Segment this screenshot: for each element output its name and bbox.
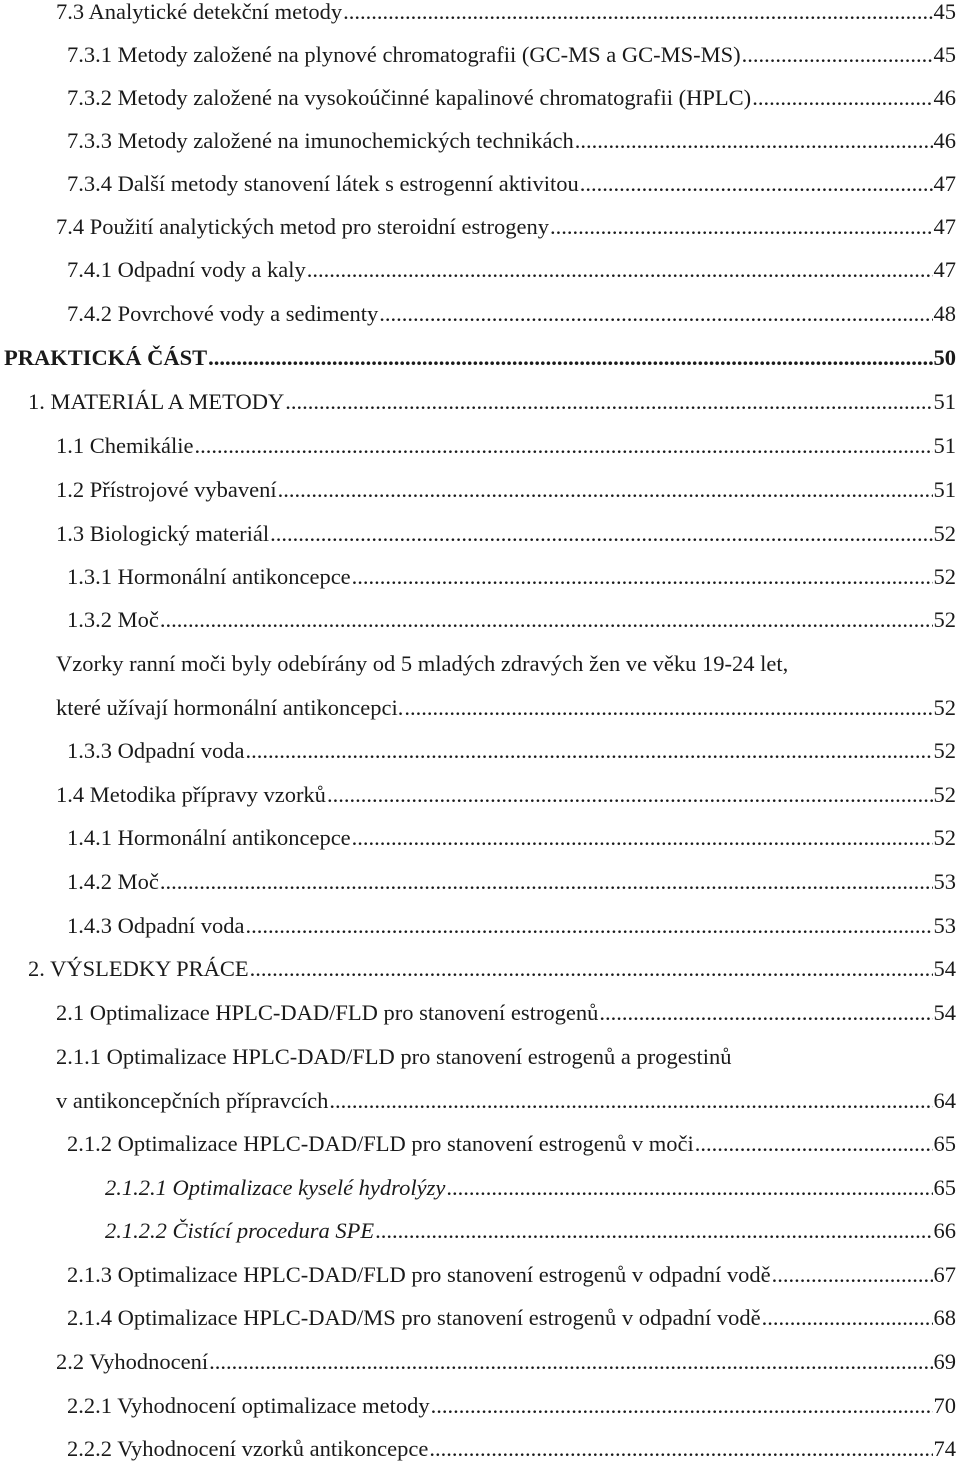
toc-entry-page: 74 bbox=[933, 1436, 956, 1461]
toc-entry-label: 2.2.2 Vyhodnocení vzorků antikoncepce bbox=[67, 1436, 429, 1461]
leader-dots bbox=[752, 78, 932, 118]
toc-entry-page: 70 bbox=[933, 1393, 956, 1418]
toc-entry-label: PRAKTICKÁ ČÁST bbox=[4, 345, 208, 370]
toc-entry[interactable] bbox=[0, 1429, 960, 1469]
toc-entry[interactable] bbox=[0, 514, 960, 554]
leader-dots bbox=[278, 470, 933, 510]
toc-entry-label: 2.1.2.2 Čistící procedura SPE bbox=[105, 1218, 375, 1243]
toc-entry[interactable] bbox=[0, 818, 960, 858]
toc-entry[interactable] bbox=[0, 906, 960, 946]
toc-entry-page: 52 bbox=[933, 607, 956, 632]
toc-entry-page: 52 bbox=[933, 825, 956, 850]
toc-entry-label: 1. MATERIÁL A METODY bbox=[28, 389, 285, 414]
toc-entry-label: 2.1.2.1 Optimalizace kyselé hydrolýzy bbox=[105, 1175, 446, 1200]
toc-entry[interactable] bbox=[0, 294, 960, 334]
toc-entry-label: 7.4 Použití analytických metod pro steroidní estrogeny bbox=[56, 214, 550, 239]
toc-entry[interactable] bbox=[0, 688, 960, 728]
leader-dots bbox=[695, 1124, 933, 1164]
toc-entry-label: 1.2 Přístrojové vybavení bbox=[56, 477, 277, 502]
toc-entry-page: 50 bbox=[933, 345, 956, 370]
leader-dots bbox=[446, 1168, 932, 1208]
toc-entry-page: 66 bbox=[933, 1218, 956, 1243]
toc-entry-label: 2.1.2 Optimalizace HPLC-DAD/FLD pro stanovení estrogenů v moči bbox=[67, 1131, 694, 1156]
leader-dots bbox=[742, 35, 933, 75]
toc-entry-page: 48 bbox=[933, 301, 956, 326]
toc-entry-wrapped-line[interactable] bbox=[0, 644, 960, 684]
toc-entry[interactable] bbox=[0, 1081, 960, 1121]
leader-dots bbox=[575, 121, 933, 161]
toc-entry-page: 51 bbox=[933, 389, 956, 414]
toc-entry-label: 7.4.1 Odpadní vody a kaly bbox=[67, 257, 306, 282]
leader-dots bbox=[599, 993, 932, 1033]
toc-entry-page: 47 bbox=[933, 257, 956, 282]
toc-entry-page: 45 bbox=[933, 42, 956, 67]
leader-dots bbox=[160, 862, 933, 902]
leader-dots bbox=[352, 818, 933, 858]
leader-dots bbox=[245, 906, 932, 946]
toc-entry[interactable] bbox=[0, 862, 960, 902]
leader-dots bbox=[762, 1298, 933, 1338]
toc-entry[interactable] bbox=[0, 470, 960, 510]
toc-entry-page: 54 bbox=[933, 1000, 956, 1025]
toc-entry[interactable] bbox=[0, 731, 960, 771]
toc-entry-page: 45 bbox=[933, 0, 956, 24]
toc-entry-label: 2. VÝSLEDKY PRÁCE bbox=[28, 956, 249, 981]
toc-entry[interactable] bbox=[0, 382, 960, 422]
toc-entry-page: 52 bbox=[933, 521, 956, 546]
toc-entry[interactable] bbox=[0, 250, 960, 290]
leader-dots bbox=[772, 1255, 933, 1295]
toc-entry-label: 2.1 Optimalizace HPLC-DAD/FLD pro stanovení estrogenů bbox=[56, 1000, 599, 1025]
toc-entry-label: 1.4.2 Moč bbox=[67, 869, 159, 894]
toc-entry-label: 1.4.3 Odpadní voda bbox=[67, 913, 245, 938]
toc-entry-label: v antikoncepčních přípravcích bbox=[56, 1088, 329, 1113]
toc-entry-page: 65 bbox=[933, 1131, 956, 1156]
toc-entry-label: 2.2 Vyhodnocení bbox=[56, 1349, 209, 1374]
toc-entry-label: 1.3 Biologický materiál bbox=[56, 521, 270, 546]
toc-entry-page: 47 bbox=[933, 171, 956, 196]
toc-entry-label: 1.3.1 Hormonální antikoncepce bbox=[67, 564, 351, 589]
toc-entry[interactable] bbox=[0, 1298, 960, 1338]
toc-entry-label: 7.3.3 Metody založené na imunochemických technikách bbox=[67, 128, 574, 153]
toc-entry-page: 69 bbox=[933, 1349, 956, 1374]
leader-dots bbox=[160, 600, 933, 640]
toc-entry-label: 1.1 Chemikálie bbox=[56, 433, 194, 458]
toc-entry[interactable] bbox=[0, 35, 960, 75]
toc-entry[interactable] bbox=[0, 207, 960, 247]
leader-dots bbox=[404, 688, 932, 728]
toc-entry[interactable] bbox=[0, 1255, 960, 1295]
toc-entry-label: 1.4 Metodika přípravy vzorků bbox=[56, 782, 326, 807]
toc-entry-page: 68 bbox=[933, 1305, 956, 1330]
leader-dots bbox=[343, 0, 932, 32]
toc-entry-label: 2.2.1 Vyhodnocení optimalizace metody bbox=[67, 1393, 430, 1418]
toc-entry[interactable] bbox=[0, 600, 960, 640]
toc-entry-label: které užívají hormonální antikoncepci. bbox=[56, 695, 404, 720]
leader-dots bbox=[375, 1211, 932, 1251]
toc-entry[interactable] bbox=[0, 121, 960, 161]
toc-entry[interactable] bbox=[0, 775, 960, 815]
leader-dots bbox=[429, 1429, 932, 1469]
toc-entry-page: 65 bbox=[933, 1175, 956, 1200]
toc-entry-page: 53 bbox=[933, 913, 956, 938]
toc-entry[interactable] bbox=[0, 949, 960, 989]
leader-dots bbox=[327, 775, 933, 815]
toc-entry-page: 54 bbox=[933, 956, 956, 981]
toc-entry[interactable] bbox=[0, 1211, 960, 1251]
leader-dots bbox=[431, 1386, 933, 1426]
leader-dots bbox=[209, 1342, 932, 1382]
toc-entry-page: 64 bbox=[933, 1088, 956, 1113]
toc-entry[interactable] bbox=[0, 1386, 960, 1426]
leader-dots bbox=[307, 250, 933, 290]
leader-dots bbox=[245, 731, 932, 771]
leader-dots bbox=[580, 164, 933, 204]
toc-entry-label: 7.4.2 Povrchové vody a sedimenty bbox=[67, 301, 379, 326]
toc-entry-page: 52 bbox=[933, 738, 956, 763]
toc-entry-page: 47 bbox=[933, 214, 956, 239]
toc-entry[interactable] bbox=[0, 0, 960, 32]
toc-entry-page: 67 bbox=[933, 1262, 956, 1287]
toc-entry-part[interactable] bbox=[0, 338, 960, 378]
toc-entry-label: 2.1.3 Optimalizace HPLC-DAD/FLD pro stanovení estrogenů v odpadní vodě bbox=[67, 1262, 771, 1287]
leader-dots bbox=[270, 514, 932, 554]
toc-entry-label: Vzorky ranní moči byly odebírány od 5 mladých zdravých žen ve věku 19-24 let, bbox=[56, 651, 789, 676]
leader-dots bbox=[250, 949, 933, 989]
toc-entry-label: 7.3 Analytické detekční metody bbox=[56, 0, 343, 24]
leader-dots bbox=[329, 1081, 932, 1121]
toc-entry[interactable] bbox=[0, 1342, 960, 1382]
toc-entry-page: 53 bbox=[933, 869, 956, 894]
toc-entry-page: 52 bbox=[933, 695, 956, 720]
toc-entry[interactable] bbox=[0, 426, 960, 466]
toc-entry-label: 2.1.4 Optimalizace HPLC-DAD/MS pro stanovení estrogenů v odpadní vodě bbox=[67, 1305, 761, 1330]
toc-entry-page: 52 bbox=[933, 564, 956, 589]
toc-entry-label: 1.3.3 Odpadní voda bbox=[67, 738, 245, 763]
toc-entry-label: 7.3.4 Další metody stanovení látek s estrogenní aktivitou bbox=[67, 171, 579, 196]
toc-entry-label: 1.4.1 Hormonální antikoncepce bbox=[67, 825, 351, 850]
toc-entry-page: 46 bbox=[933, 85, 956, 110]
toc-entry-label: 7.3.2 Metody založené na vysokoúčinné kapalinové chromatografii (HPLC) bbox=[67, 85, 752, 110]
toc-entry-wrapped-line[interactable] bbox=[0, 1037, 960, 1077]
toc-entry-page: 46 bbox=[933, 128, 956, 153]
toc-entry-page: 51 bbox=[933, 477, 956, 502]
toc-entry-page: 51 bbox=[933, 433, 956, 458]
toc-entry-page: 52 bbox=[933, 782, 956, 807]
leader-dots bbox=[550, 207, 932, 247]
toc-entry[interactable] bbox=[0, 1124, 960, 1164]
toc-entry-label: 2.1.1 Optimalizace HPLC-DAD/FLD pro stanovení estrogenů a progestinů bbox=[56, 1044, 732, 1069]
toc-entry-label: 7.3.1 Metody založené na plynové chromatografii (GC-MS a GC-MS-MS) bbox=[67, 42, 741, 67]
toc-entry[interactable] bbox=[0, 78, 960, 118]
toc-entry[interactable] bbox=[0, 164, 960, 204]
leader-dots bbox=[194, 426, 932, 466]
toc-entry[interactable] bbox=[0, 557, 960, 597]
toc-entry[interactable] bbox=[0, 1168, 960, 1208]
leader-dots bbox=[285, 382, 932, 422]
toc-entry[interactable] bbox=[0, 993, 960, 1033]
leader-dots bbox=[208, 338, 932, 378]
leader-dots bbox=[352, 557, 933, 597]
leader-dots bbox=[379, 294, 932, 334]
toc-entry-label: 1.3.2 Moč bbox=[67, 607, 159, 632]
